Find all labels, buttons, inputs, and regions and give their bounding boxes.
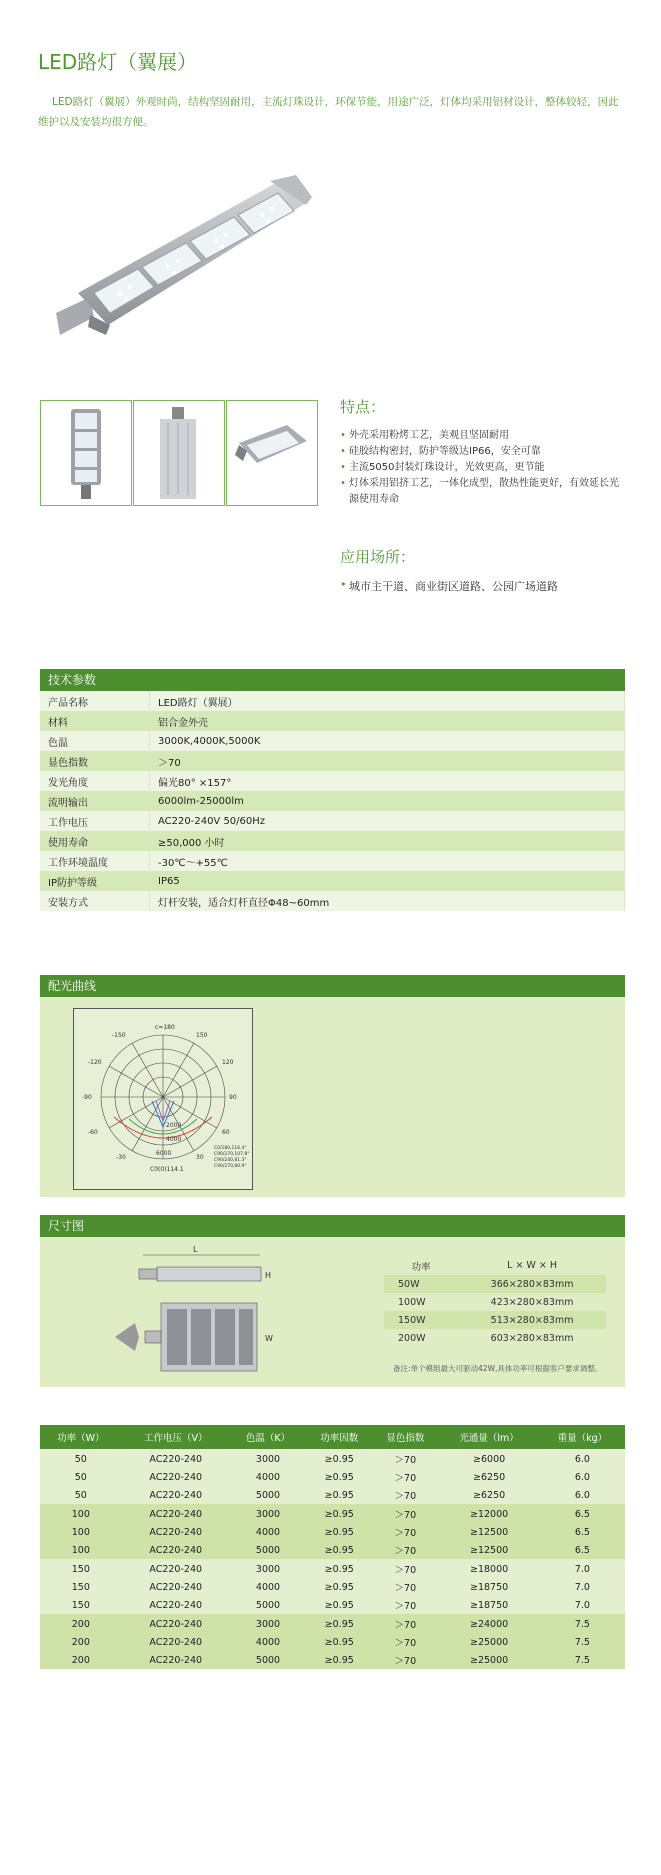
spec-row [40,731,625,751]
svg-text:4000: 4000 [166,1136,182,1143]
table-cell: ≥12500 [438,1523,539,1541]
svg-text:L: L [193,1245,198,1254]
table-cell: ＞70 [372,1504,438,1523]
dim-power: 200W [398,1332,426,1344]
table-row [40,1541,625,1559]
table-cell: AC220-240 [122,1468,230,1486]
table-cell: 100 [40,1504,122,1523]
svg-text:-120: -120 [88,1059,102,1066]
table-cell: 7.0 [540,1596,625,1614]
table-row [40,1468,625,1486]
dim-size: 513×280×83mm [458,1311,606,1329]
col-header: 显色指数 [372,1425,438,1449]
table-cell: 5000 [230,1541,306,1559]
table-cell: ≥25000 [438,1651,539,1669]
table-row [40,1486,625,1504]
table-cell: ＞70 [372,1468,438,1486]
table-cell: ≥12000 [438,1504,539,1523]
spec-table [40,691,625,911]
table-cell: AC220-240 [122,1633,230,1651]
spec-row [40,851,625,871]
svg-text:C0/180,116.4°: C0/180,116.4° [214,1146,247,1151]
table-cell: ≥0.95 [306,1559,372,1578]
spec-key: 材料 [40,711,150,731]
table-cell: 200 [40,1651,122,1669]
svg-text:C90/270,80.9°: C90/270,80.9° [214,1164,247,1169]
table-cell: 7.5 [540,1651,625,1669]
spec-key: 工作环境温度 [40,851,150,871]
spec-row [40,791,625,811]
table-cell: ≥0.95 [306,1523,372,1541]
spec-row [40,711,625,731]
spec-value: LED路灯（翼展） [150,691,625,711]
svg-text:60: 60 [222,1129,230,1136]
table-cell: 200 [40,1633,122,1651]
table-row [40,1651,625,1669]
svg-text:2000: 2000 [166,1122,182,1129]
table-cell: ≥0.95 [306,1651,372,1669]
table-cell: ≥6250 [438,1468,539,1486]
feature-item: • 灯体采用铝挤工艺，一体化成型，散热性能更好，有效延长光源使用寿命 [340,476,625,508]
polar-diagram [73,1008,253,1190]
table-cell: 5000 [230,1486,306,1504]
svg-text:150: 150 [196,1032,208,1039]
table-cell: ＞70 [372,1523,438,1541]
table-row [40,1596,625,1614]
table-cell: 7.0 [540,1559,625,1578]
dim-row [384,1293,606,1311]
svg-text:c=180: c=180 [155,1024,175,1031]
table-cell: 50 [40,1468,122,1486]
table-cell: 5000 [230,1651,306,1669]
thumbnail-front-view[interactable] [40,400,132,506]
table-cell: ≥0.95 [306,1449,372,1468]
model-table-header [40,1425,625,1449]
spec-value: 灯杆安装，适合灯杆直径Φ48~60mm [150,891,625,911]
spec-key: 工作电压 [40,811,150,831]
table-cell: ≥0.95 [306,1468,372,1486]
table-cell: ＞70 [372,1449,438,1468]
table-row [40,1559,625,1578]
svg-text:C90/270,107.8°: C90/270,107.8° [214,1152,250,1157]
page-title: LED路灯（翼展） [38,50,198,74]
table-cell: ≥6000 [438,1449,539,1468]
spec-key: 流明输出 [40,791,150,811]
usage-text: • 城市主干道、商业街区道路、公园广场道路 [340,578,558,594]
table-cell: ≥0.95 [306,1633,372,1651]
usage-heading: 应用场所： [340,548,416,566]
spec-row [40,691,625,711]
table-cell: ＞70 [372,1559,438,1578]
table-cell: ＞70 [372,1614,438,1633]
col-header: 工作电压（V） [122,1425,230,1449]
dim-col-size: L × W × H [507,1260,557,1271]
table-cell: 3000 [230,1449,306,1468]
table-cell: ≥12500 [438,1541,539,1559]
table-cell: ≥6250 [438,1486,539,1504]
table-cell: AC220-240 [122,1596,230,1614]
spec-row [40,811,625,831]
svg-text:90: 90 [229,1094,237,1101]
spec-row [40,751,625,771]
svg-text:120: 120 [222,1059,234,1066]
table-cell: 6.0 [540,1486,625,1504]
table-cell: ≥24000 [438,1614,539,1633]
feature-item: • 主流5050封装灯珠设计，光效更高，更节能 [340,460,625,476]
table-cell: ≥0.95 [306,1486,372,1504]
dimension-heading: 尺寸图 [40,1215,625,1237]
dimension-note: 备注:单个模组最大可驱动42W,具体功率可根据客户要求调整。 [393,1364,603,1373]
table-cell: ＞70 [372,1578,438,1596]
dimension-table [384,1256,606,1347]
table-cell: AC220-240 [122,1559,230,1578]
table-cell: 3000 [230,1559,306,1578]
table-cell: ＞70 [372,1633,438,1651]
col-header: 光通量（lm） [438,1425,539,1449]
col-header: 重量（kg） [540,1425,625,1449]
col-header: 色温（K） [230,1425,306,1449]
dimension-drawing [95,1245,295,1380]
svg-text:C90/240,81.3°: C90/240,81.3° [214,1158,247,1163]
table-cell: 7.5 [540,1614,625,1633]
table-row [40,1504,625,1523]
spec-value: 3000K,4000K,5000K [150,731,625,751]
dim-size: 366×280×83mm [458,1275,606,1293]
spec-key: IP防护等级 [40,871,150,891]
table-cell: 7.5 [540,1633,625,1651]
spec-value: 偏光80° ×157° [150,771,625,791]
spec-value: AC220-240V 50/60Hz [150,811,625,831]
dim-power: 150W [384,1311,458,1329]
table-cell: 3000 [230,1504,306,1523]
spec-heading: 技术参数 [40,669,625,691]
spec-row [40,891,625,911]
table-cell: 150 [40,1559,122,1578]
table-row [40,1449,625,1468]
col-header: 功率（W） [40,1425,122,1449]
svg-text:6000: 6000 [156,1150,172,1157]
table-cell: ≥0.95 [306,1578,372,1596]
thumbnail-side-view[interactable] [226,400,318,506]
table-cell: AC220-240 [122,1614,230,1633]
model-table [40,1425,625,1669]
lamp-front-icon [41,401,131,505]
feature-item: • 外壳采用粉烤工艺，美观且坚固耐用 [340,428,625,444]
svg-text:-30: -30 [116,1154,126,1161]
col-header: 功率因数 [306,1425,372,1449]
spec-value: ＞70 [150,751,625,771]
svg-text:C0(0)114.1: C0(0)114.1 [150,1166,184,1173]
dim-col-power: 功率 [411,1261,431,1273]
table-row [40,1578,625,1596]
table-cell: 6.5 [540,1541,625,1559]
table-cell: 4000 [230,1523,306,1541]
table-cell: ＞70 [372,1541,438,1559]
table-row [40,1523,625,1541]
dim-power: 50W [384,1275,458,1293]
spec-key: 显色指数 [40,751,150,771]
table-cell: 50 [40,1449,122,1468]
features-heading: 特点： [340,398,386,416]
spec-value: -30℃～+55℃ [150,851,625,871]
dim-row [384,1275,606,1293]
lamp-side-icon [227,401,317,505]
table-cell: 6.0 [540,1449,625,1468]
table-cell: 4000 [230,1468,306,1486]
spec-key: 安装方式 [40,891,150,911]
spec-key: 产品名称 [40,691,150,711]
svg-text:-60: -60 [88,1129,98,1136]
table-cell: AC220-240 [122,1504,230,1523]
table-cell: AC220-240 [122,1523,230,1541]
table-cell: ≥18750 [438,1596,539,1614]
dim-size: 603×280×83mm [490,1332,574,1344]
table-cell: 50 [40,1486,122,1504]
svg-text:-150: -150 [112,1032,126,1039]
dim-row [384,1311,606,1329]
table-cell: ≥0.95 [306,1614,372,1633]
table-cell: 4000 [230,1578,306,1596]
spec-key: 使用寿命 [40,831,150,851]
table-cell: 4000 [230,1633,306,1651]
street-light-image [50,175,320,355]
table-cell: 150 [40,1596,122,1614]
table-cell: ＞70 [372,1486,438,1504]
table-cell: 100 [40,1523,122,1541]
table-cell: ＞70 [372,1651,438,1669]
table-cell: ＞70 [372,1596,438,1614]
table-cell: 6.0 [540,1468,625,1486]
svg-text:H: H [265,1271,272,1280]
table-cell: AC220-240 [122,1449,230,1468]
dim-row [384,1329,606,1347]
table-cell: AC220-240 [122,1578,230,1596]
spec-row [40,771,625,791]
table-cell: AC220-240 [122,1541,230,1559]
spec-value: ≥50,000 小时 [150,831,625,851]
curve-heading: 配光曲线 [40,975,625,997]
table-cell: 5000 [230,1596,306,1614]
spec-value: IP65 [150,871,625,891]
table-cell: ≥0.95 [306,1541,372,1559]
table-cell: AC220-240 [122,1486,230,1504]
table-cell: AC220-240 [122,1651,230,1669]
table-cell: ≥0.95 [306,1504,372,1523]
table-row [40,1614,625,1633]
table-cell: 100 [40,1541,122,1559]
spec-row [40,831,625,851]
svg-text:W: W [265,1334,273,1343]
features-list [340,428,625,508]
table-row [40,1633,625,1651]
table-cell: ≥18750 [438,1578,539,1596]
table-cell: 6.5 [540,1523,625,1541]
spec-value: 铝合金外壳 [150,711,625,731]
table-cell: 3000 [230,1614,306,1633]
table-cell: 200 [40,1614,122,1633]
intro-paragraph: LED路灯（翼展）外观时尚，结构坚固耐用，主流灯珠设计，环保节能，用途广泛，灯体均采用铝材设计，整体较轻，因此维护以及安装均很方便。 [38,96,619,128]
table-cell: ≥25000 [438,1633,539,1651]
table-cell: ≥0.95 [306,1596,372,1614]
svg-text:-90: -90 [82,1094,92,1101]
spec-key: 色温 [40,731,150,751]
table-cell: 6.5 [540,1504,625,1523]
table-cell: 150 [40,1578,122,1596]
spec-key: 发光角度 [40,771,150,791]
feature-item: • 硅胶结构密封，防护等级达IP66，安全可靠 [340,444,625,460]
table-cell: 7.0 [540,1578,625,1596]
spec-row [40,871,625,891]
svg-text:30: 30 [196,1154,204,1161]
lamp-back-icon [134,401,224,505]
dim-power: 100W [398,1296,426,1308]
spec-value: 6000lm-25000lm [150,791,625,811]
table-cell: ≥18000 [438,1559,539,1578]
dim-size: 423×280×83mm [490,1296,574,1308]
thumbnail-back-view[interactable] [133,400,225,506]
